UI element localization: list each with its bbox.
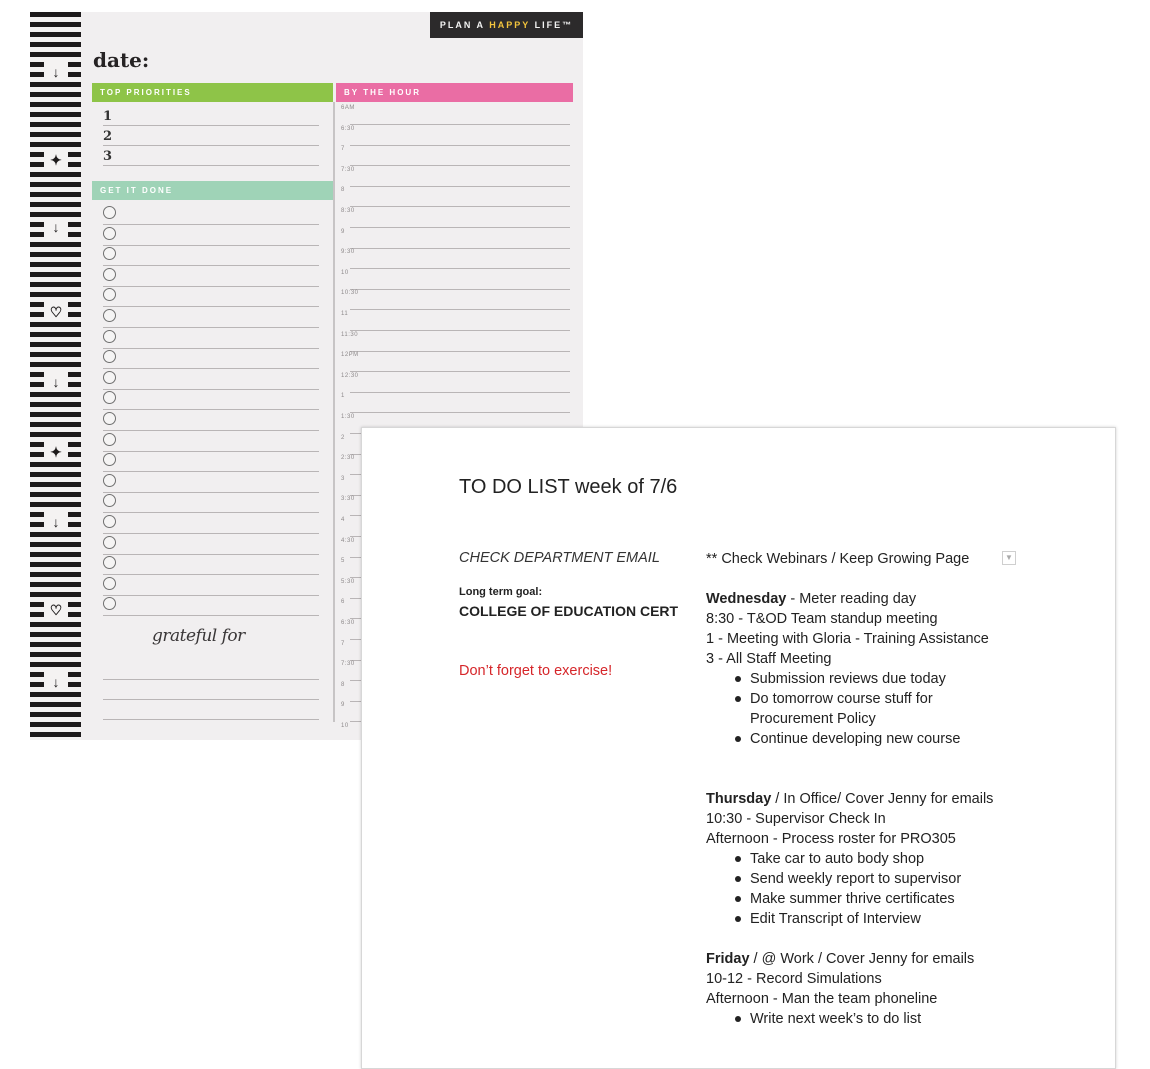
hour-row — [341, 373, 570, 393]
hour-label: 12PM — [341, 352, 359, 359]
task-row — [103, 513, 319, 534]
checkbox-circle-icon[interactable] — [103, 206, 116, 219]
hour-row — [341, 167, 570, 187]
checkbox-circle-icon[interactable] — [103, 577, 116, 590]
hour-label: 10 — [341, 723, 349, 729]
hour-label: 5 — [341, 558, 345, 565]
checkbox-circle-icon[interactable] — [103, 268, 116, 281]
hour-row — [341, 208, 570, 228]
hour-row — [341, 270, 570, 290]
hour-row — [341, 187, 570, 207]
task-row — [103, 369, 319, 390]
hour-label: 10 — [341, 269, 349, 276]
spiral-binding — [30, 12, 81, 740]
checkbox-circle-icon[interactable] — [103, 433, 116, 446]
hour-row — [341, 126, 570, 146]
task-row — [103, 348, 319, 369]
wednesday-heading: Wednesday - Meter reading day — [706, 591, 917, 607]
priority-row — [103, 105, 319, 126]
exercise-reminder: Don’t forget to exercise! — [459, 663, 613, 679]
binding-arrow-icon: ↓ — [44, 372, 68, 392]
task-row — [103, 451, 319, 472]
task-row — [103, 307, 319, 328]
get-it-done-header: GET IT DONE — [92, 181, 333, 200]
hour-label: 6:30 — [341, 125, 355, 132]
hour-label: 4 — [341, 517, 345, 523]
friday-bullets — [706, 1009, 1086, 1029]
by-the-hour-header: BY THE HOUR — [336, 83, 573, 102]
hour-label: 2:30 — [341, 455, 355, 462]
hour-label: 1 — [341, 393, 345, 400]
hour-label: 2 — [341, 434, 345, 441]
weekly-schedule — [706, 549, 1086, 1029]
checkbox-circle-icon[interactable] — [103, 556, 116, 569]
checkbox-circle-icon[interactable] — [103, 536, 116, 549]
hour-row — [341, 290, 570, 310]
hour-label: 7:30 — [341, 661, 355, 668]
hour-label: 9 — [341, 228, 345, 235]
top-priorities-header: TOP PRIORITIES — [92, 83, 333, 102]
task-row — [103, 431, 319, 452]
checkbox-circle-icon[interactable] — [103, 474, 116, 487]
hour-row — [341, 249, 570, 269]
hour-row — [341, 229, 570, 249]
hour-label: 9:30 — [341, 249, 355, 256]
binding-heart-icon: ♡ — [44, 600, 68, 620]
hour-label: 8:30 — [341, 208, 355, 214]
priority-row — [103, 145, 319, 166]
grateful-line — [103, 719, 319, 720]
todo-document — [361, 427, 1116, 1069]
task-row — [103, 245, 319, 266]
binding-star-icon: ✦ — [44, 442, 68, 462]
bullet-item: Edit Transcript of Interview — [750, 909, 1086, 929]
dropdown-arrow-icon[interactable]: ▼ — [1002, 551, 1016, 565]
hour-label: 6 — [341, 599, 345, 606]
checkbox-circle-icon[interactable] — [103, 288, 116, 301]
schedule-line: 3 - All Staff Meeting — [706, 651, 832, 667]
task-row — [103, 389, 319, 410]
hour-label: 9 — [341, 702, 345, 709]
thursday-heading: Thursday / In Office/ Cover Jenny for emails — [706, 791, 994, 807]
bullet-item: Submission reviews due today — [750, 669, 1086, 689]
hour-label: 6AM — [341, 105, 355, 111]
task-row — [103, 410, 319, 431]
goal-label: Long term goal: — [459, 586, 543, 598]
hour-label: 12:30 — [341, 372, 359, 379]
task-row — [103, 554, 319, 575]
hour-label: 7:30 — [341, 166, 355, 173]
bullet-item: Continue developing new course — [750, 729, 1086, 749]
thursday-bullets — [706, 849, 1086, 929]
bullet-item: Take car to auto body shop — [750, 849, 1086, 869]
binding-arrow-icon: ↓ — [44, 512, 68, 532]
hour-row — [341, 105, 570, 125]
checkbox-circle-icon[interactable] — [103, 494, 116, 507]
wednesday-bullets — [706, 669, 1086, 749]
checkbox-circle-icon[interactable] — [103, 453, 116, 466]
friday-heading: Friday / @ Work / Cover Jenny for emails — [706, 951, 975, 967]
task-row — [103, 595, 319, 616]
grateful-line — [103, 699, 319, 700]
grateful-for-label: grateful for — [152, 626, 245, 646]
schedule-line: 10:30 - Supervisor Check In — [706, 811, 886, 827]
bullet-item: Make summer thrive certificates — [750, 889, 1086, 909]
hour-row — [341, 146, 570, 166]
date-label: date: — [93, 48, 150, 72]
checkbox-circle-icon[interactable] — [103, 309, 116, 322]
hour-label: 4:30 — [341, 537, 355, 544]
checkbox-circle-icon[interactable] — [103, 227, 116, 240]
webinars-header: ** Check Webinars / Keep Growing Page — [706, 551, 970, 567]
bullet-item: Send weekly report to supervisor — [750, 869, 1086, 889]
hour-row — [341, 352, 570, 372]
checkbox-circle-icon[interactable] — [103, 412, 116, 425]
task-row — [103, 492, 319, 513]
hour-label: 3 — [341, 475, 345, 482]
grateful-line — [103, 679, 319, 680]
schedule-line: Afternoon - Process roster for PRO305 — [706, 831, 956, 847]
binding-arrow-icon: ↓ — [44, 672, 68, 692]
hour-label: 8 — [341, 187, 345, 194]
schedule-line: 1 - Meeting with Gloria - Training Assistance — [706, 631, 989, 647]
task-row — [103, 225, 319, 246]
checkbox-circle-icon[interactable] — [103, 391, 116, 404]
binding-star-icon: ✦ — [44, 150, 68, 170]
hour-row — [341, 311, 570, 331]
brand-label: PLAN A HAPPY LIFE™ — [430, 12, 583, 38]
hour-label: 7 — [341, 640, 345, 647]
priority-row — [103, 125, 319, 146]
task-row — [103, 286, 319, 307]
task-row — [103, 575, 319, 596]
hour-label: 5:30 — [341, 578, 355, 585]
hour-label: 11 — [341, 311, 349, 317]
priority-number: 1 — [103, 109, 113, 124]
checkbox-circle-icon[interactable] — [103, 350, 116, 363]
hour-row — [341, 393, 570, 413]
priority-number: 3 — [103, 149, 113, 164]
checkbox-circle-icon[interactable] — [103, 515, 116, 528]
task-row — [103, 266, 319, 287]
schedule-line: 8:30 - T&OD Team standup meeting — [706, 611, 938, 627]
checkbox-circle-icon[interactable] — [103, 371, 116, 384]
schedule-line: 10-12 - Record Simulations — [706, 971, 882, 987]
check-email-note: CHECK DEPARTMENT EMAIL — [459, 550, 660, 566]
hour-label: 7 — [341, 146, 345, 153]
hour-label: 3:30 — [341, 496, 355, 503]
hour-row — [341, 332, 570, 352]
hour-label: 1:30 — [341, 414, 355, 420]
checkbox-circle-icon[interactable] — [103, 330, 116, 343]
hour-label: 11:30 — [341, 331, 359, 338]
priority-number: 2 — [103, 129, 113, 144]
binding-arrow-icon: ↓ — [44, 62, 68, 82]
checkbox-circle-icon[interactable] — [103, 247, 116, 260]
task-row — [103, 328, 319, 349]
task-row — [103, 204, 319, 225]
hour-label: 10:30 — [341, 290, 359, 297]
hour-label: 8 — [341, 681, 345, 688]
document-title: TO DO LIST week of 7/6 — [459, 476, 678, 498]
schedule-line: Afternoon - Man the team phoneline — [706, 991, 938, 1007]
binding-arrow-icon: ↓ — [44, 217, 68, 237]
binding-heart-icon: ♡ — [44, 302, 68, 322]
task-row — [103, 534, 319, 555]
hour-label: 6:30 — [341, 620, 355, 626]
bullet-item: Write next week’s to do list — [750, 1009, 1086, 1029]
bullet-item: Do tomorrow course stuff for Procurement Policy — [750, 689, 970, 729]
goal-value: COLLEGE OF EDUCATION CERT — [459, 603, 679, 619]
task-row — [103, 472, 319, 493]
checkbox-circle-icon[interactable] — [103, 597, 116, 610]
column-divider — [333, 102, 335, 722]
